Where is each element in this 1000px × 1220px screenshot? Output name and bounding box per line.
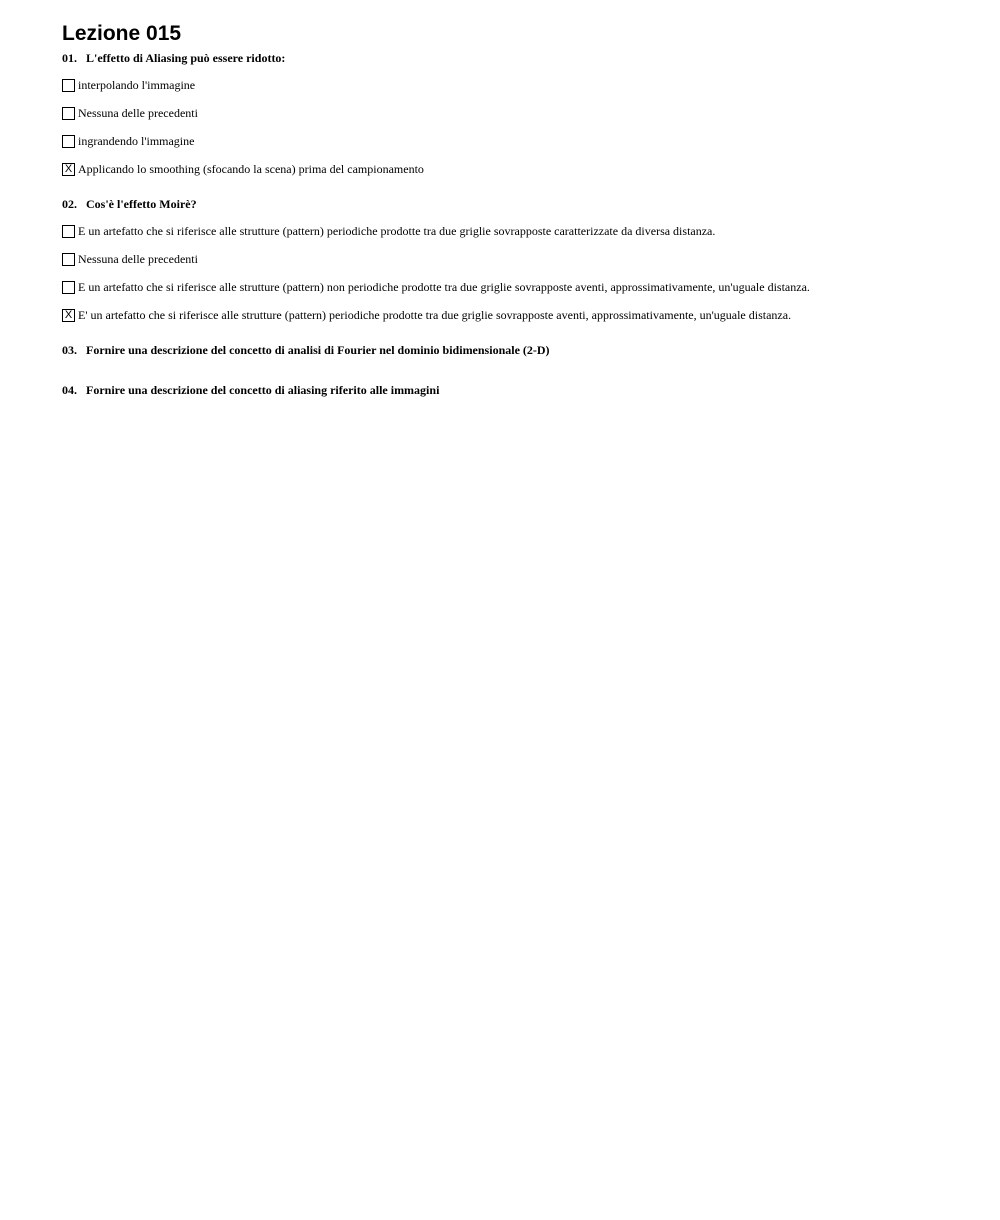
- answer-text: E' un artefatto che si riferisce alle strutture (pattern) periodiche prodotte tra due griglie sovrapposte aventi, approssimativamente, un'uguale distanza.: [78, 308, 792, 322]
- question-03: [62, 342, 962, 358]
- answer-text: ingrandendo l'immagine: [78, 134, 195, 148]
- answer-text: E un artefatto che si riferisce alle strutture (pattern) non periodiche prodotte tra due griglie sovrapposte aventi, approssimativamente, un'uguale distanza.: [78, 280, 810, 294]
- question-number: 04.: [62, 383, 77, 397]
- answer-option: [62, 222, 962, 240]
- answer-checkbox[interactable]: [62, 281, 75, 294]
- question-text: Fornire una descrizione del concetto di analisi di Fourier nel dominio bidimensionale (2-D): [86, 343, 550, 357]
- question-text: L'effetto di Aliasing può essere ridotto:: [86, 51, 286, 65]
- question-number: 03.: [62, 343, 77, 357]
- answer-text: Nessuna delle precedenti: [78, 106, 198, 120]
- answer-text: Nessuna delle precedenti: [78, 252, 198, 266]
- answer-text: Applicando lo smoothing (sfocando la scena) prima del campionamento: [78, 162, 424, 176]
- answer-option: [62, 132, 962, 150]
- question-number: 02.: [62, 197, 77, 211]
- question-text: Cos'è l'effetto Moirè?: [86, 197, 197, 211]
- answer-option: [62, 160, 962, 178]
- document-page: [62, 20, 962, 422]
- answer-checkbox[interactable]: [62, 253, 75, 266]
- answer-option: [62, 76, 962, 94]
- question-heading: [62, 50, 962, 66]
- answer-checkbox[interactable]: [62, 309, 75, 322]
- question-04: [62, 382, 962, 398]
- question-number: 01.: [62, 51, 77, 65]
- answer-option: [62, 250, 962, 268]
- answer-checkbox[interactable]: [62, 79, 75, 92]
- question-01: [62, 50, 962, 178]
- question-text: Fornire una descrizione del concetto di aliasing riferito alle immagini: [86, 383, 440, 397]
- question-heading: [62, 382, 962, 398]
- question-heading: [62, 196, 962, 212]
- answer-checkbox[interactable]: [62, 107, 75, 120]
- question-02: [62, 196, 962, 324]
- page-title: Lezione 015: [62, 22, 182, 45]
- answer-text: E un artefatto che si riferisce alle strutture (pattern) periodiche prodotte tra due griglie sovrapposte caratterizzate da diversa distanza.: [78, 224, 716, 238]
- answer-option: [62, 278, 962, 296]
- answer-text: interpolando l'immagine: [78, 78, 196, 92]
- answer-checkbox[interactable]: [62, 225, 75, 238]
- answer-option: [62, 306, 962, 324]
- answer-checkbox[interactable]: [62, 135, 75, 148]
- answer-option: [62, 104, 962, 122]
- question-heading: [62, 342, 962, 358]
- answer-checkbox[interactable]: [62, 163, 75, 176]
